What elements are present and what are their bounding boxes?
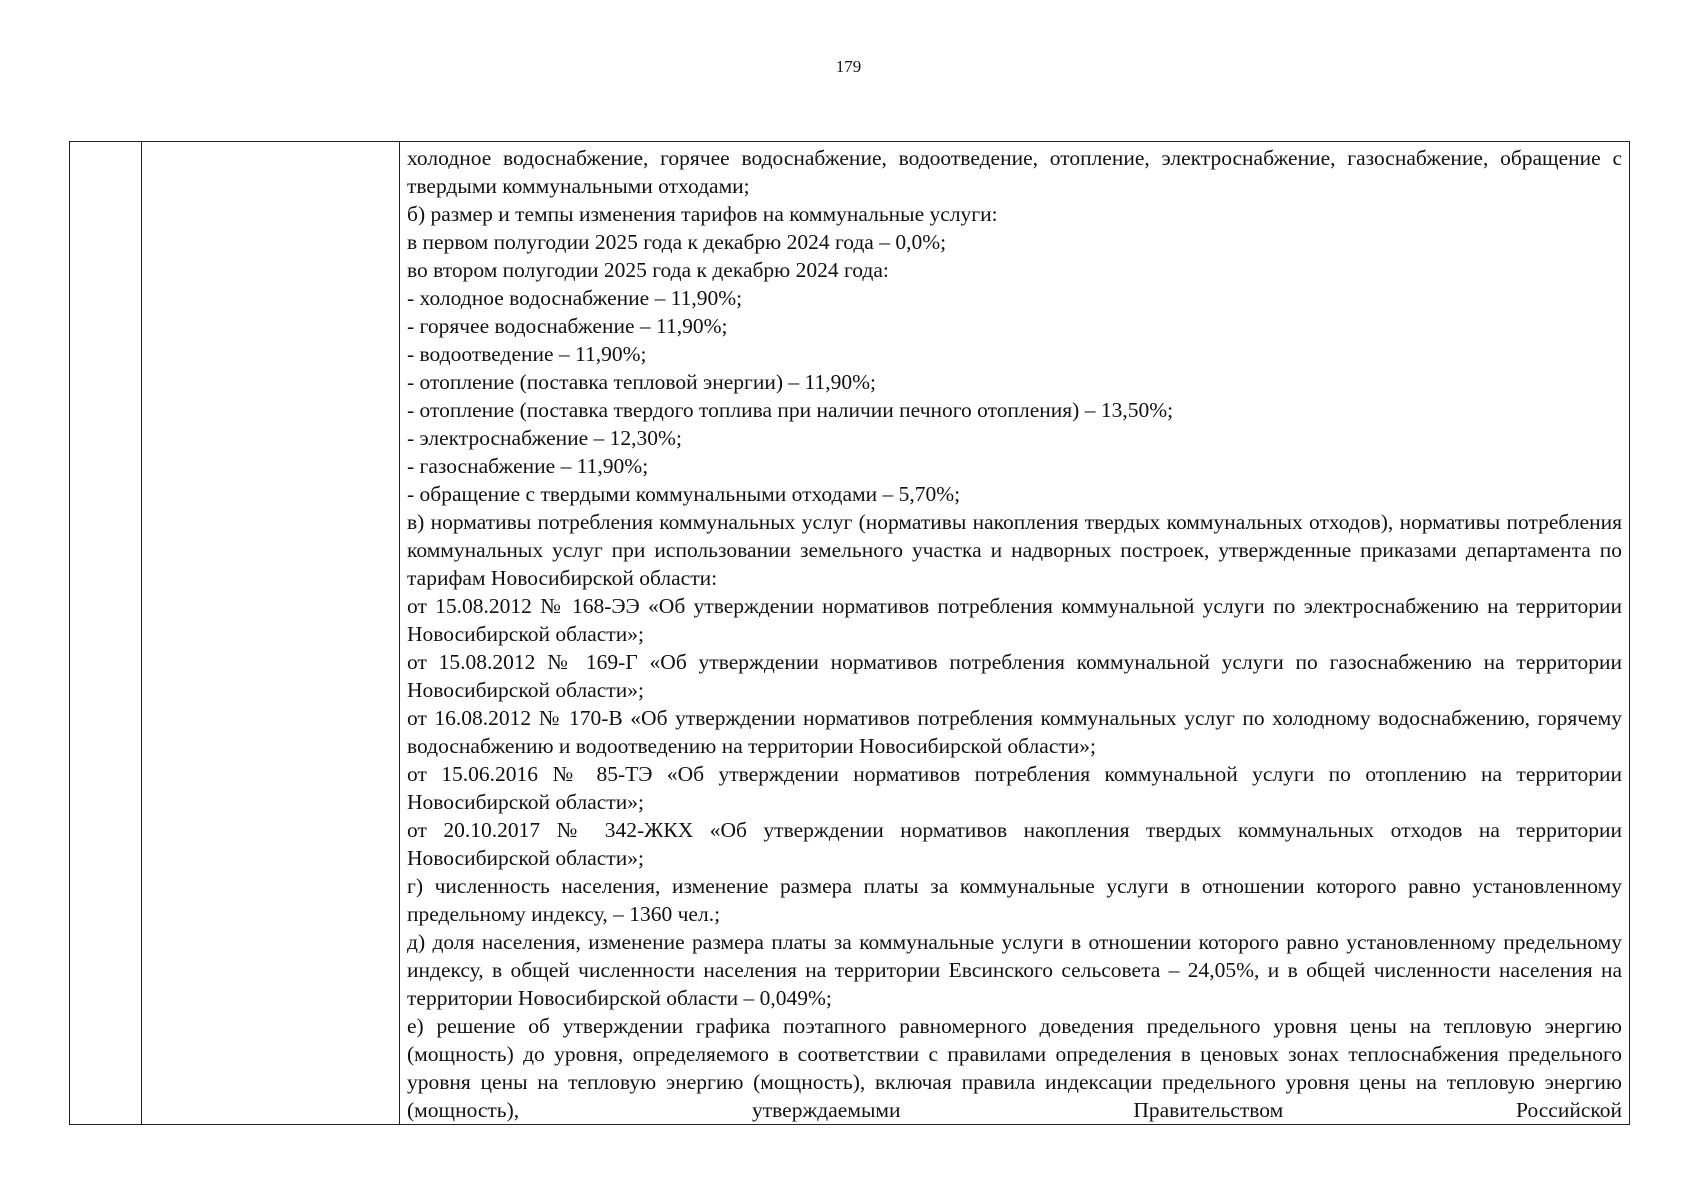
row-number-cell	[70, 142, 142, 1125]
list-item-gas: - газоснабжение – 11,90%;	[407, 454, 649, 478]
order-170-v: от 16.08.2012 № 170-В «Об утверждении нормативов потребления коммунальных услуг по холодному водоснабжению, горячему водоснабжению и водоотведению на территории Новосибирской области»;	[407, 706, 1622, 758]
list-item-drainage: - водоотведение – 11,90%;	[407, 342, 647, 366]
paragraph-utilities-list: холодное водоснабжение, горячее водоснабжение, водоотведение, отопление, электроснабжение, газоснабжение, обращение с твердыми коммунальными отходами;	[407, 146, 1622, 198]
paragraph-d-population-share: д) доля населения, изменение размера платы за коммунальные услуги в отношении которого равно установленному предельному индексу, в общей численности населения на территории Евсинского сельсовета – 24,05%, и в общей численности населения на территории Новосибирской области – 0,049%;	[407, 930, 1622, 1010]
list-item-solid-waste: - обращение с твердыми коммунальными отходами – 5,70%;	[407, 482, 961, 506]
order-85-te: от 15.06.2016 № 85-ТЭ «Об утверждении нормативов потребления коммунальной услуги по отоплению на территории Новосибирской области»;	[407, 762, 1622, 814]
page-number: 179	[835, 57, 862, 76]
order-168-ee: от 15.08.2012 № 168-ЭЭ «Об утверждении нормативов потребления коммунальной услуги по электроснабжению на территории Новосибирской области»;	[407, 594, 1622, 646]
paragraph-second-half: во втором полугодии 2025 года к декабрю 2024 года:	[407, 258, 889, 282]
row-name-cell	[142, 142, 400, 1125]
list-item-cold-water: - холодное водоснабжение – 11,90%;	[407, 286, 743, 310]
order-342-zhkh: от 20.10.2017 № 342-ЖКХ «Об утверждении нормативов накопления твердых коммунальных отходов на территории Новосибирской области»;	[407, 818, 1622, 870]
list-item-hot-water: - горячее водоснабжение – 11,90%;	[407, 314, 728, 338]
paragraph-g-population: г) численность населения, изменение размера платы за коммунальные услуги в отношении которого равно установленному предельному индексу, – 1360 чел.;	[407, 874, 1622, 926]
paragraph-first-half: в первом полугодии 2025 года к декабрю 2024 года – 0,0%;	[407, 230, 947, 254]
order-169-g: от 15.08.2012 № 169-Г «Об утверждении нормативов потребления коммунальной услуги по газоснабжению на территории Новосибирской области»;	[407, 650, 1622, 702]
paragraph-v-norms: в) нормативы потребления коммунальных услуг (нормативы накопления твердых коммунальных отходов), нормативы потребления коммунальных услуг при использовании земельного участка и надворных построек, утвержденные приказами департамента по тарифам Новосибирской области:	[407, 510, 1622, 590]
list-item-heating-solid-fuel: - отопление (поставка твердого топлива при наличии печного отопления) – 13,50%;	[407, 398, 1174, 422]
table-row	[70, 142, 1630, 1125]
list-item-electricity: - электроснабжение – 12,30%;	[407, 426, 682, 450]
list-item-heating-thermal: - отопление (поставка тепловой энергии) – 11,90%;	[407, 370, 876, 394]
row-content-cell	[400, 142, 1630, 1125]
paragraph-b-heading: б) размер и темпы изменения тарифов на коммунальные услуги:	[407, 202, 998, 226]
tariff-table	[69, 141, 1630, 1125]
paragraph-e-heat-price: е) решение об утверждении графика поэтапного равномерного доведения предельного уровня цены на тепловую энергию (мощность) до уровня, определяемого в соответствии с правилами определения в ценовых зонах теплоснабжения предельного уровня цены на тепловую энергию (мощность), включая правила индексации предельного уровня цены на тепловую энергию (мощность), утверждаемыми Правительством Российской	[407, 1014, 1622, 1122]
